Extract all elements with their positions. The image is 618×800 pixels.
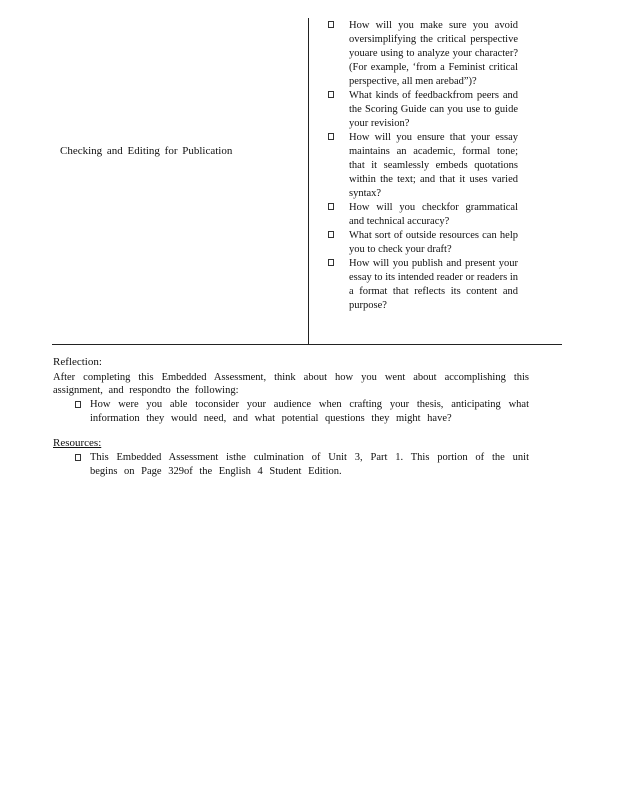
reflection-heading: Reflection: xyxy=(53,356,102,368)
table-column-divider xyxy=(308,18,309,344)
stage-label: Checking and Editing for Publication xyxy=(60,145,233,157)
list-item xyxy=(53,398,529,426)
table-cell-stage xyxy=(52,18,308,344)
list-item xyxy=(328,19,518,89)
question-text: What kinds of feedbackfrom peers and the Scoring Guide can you use to guide your revision? xyxy=(349,90,518,129)
list-item xyxy=(328,201,518,229)
question-text: How will you make sure you avoid oversimplifying the critical perspective youare using to analyze your character?(For example, ‘from a Feminist critical perspective, all men arebad”)? xyxy=(349,20,518,87)
reflection-section xyxy=(53,356,529,426)
list-item xyxy=(328,229,518,257)
list-item xyxy=(53,451,529,479)
bullet-box-icon xyxy=(75,401,81,408)
bullet-box-icon xyxy=(328,91,334,98)
resources-heading: Resources: xyxy=(53,437,102,449)
bullet-box-icon xyxy=(328,21,334,28)
resources-text: This Embedded Assessment isthe culmination of Unit 3, Part 1. This portion of the unit begins on Page 329of the English 4 Student Edition. xyxy=(90,452,529,477)
list-item xyxy=(328,89,518,131)
question-text: What sort of outside resources can help you to check your draft? xyxy=(349,230,518,255)
bullet-box-icon xyxy=(75,454,81,461)
reflection-question: How were you able toconsider your audience when crafting your thesis, anticipating what information they would need, and what potential questions they might have? xyxy=(90,399,529,424)
bullet-box-icon xyxy=(328,133,334,140)
list-item xyxy=(328,131,518,201)
question-text: How will you publish and present your essay to its intended reader or readers in a format that reflects its content and purpose? xyxy=(349,258,518,311)
resources-section xyxy=(53,437,529,479)
question-text: How will you ensure that your essay maintains an academic, formal tone; that it seamlessly embeds quotations within the text; and that it uses varied syntax? xyxy=(349,132,518,199)
table-cell-questions xyxy=(328,19,518,313)
table-bottom-border xyxy=(52,344,562,345)
bullet-box-icon xyxy=(328,231,334,238)
bullet-box-icon xyxy=(328,259,334,266)
bullet-box-icon xyxy=(328,203,334,210)
question-text: How will you checkfor grammatical and technical accuracy? xyxy=(349,202,518,227)
table-row xyxy=(52,18,562,344)
reflection-intro: After completing this Embedded Assessment, think about how you went about accomplishing this assignment, and respondto the following: xyxy=(53,372,529,396)
list-item xyxy=(328,257,518,313)
